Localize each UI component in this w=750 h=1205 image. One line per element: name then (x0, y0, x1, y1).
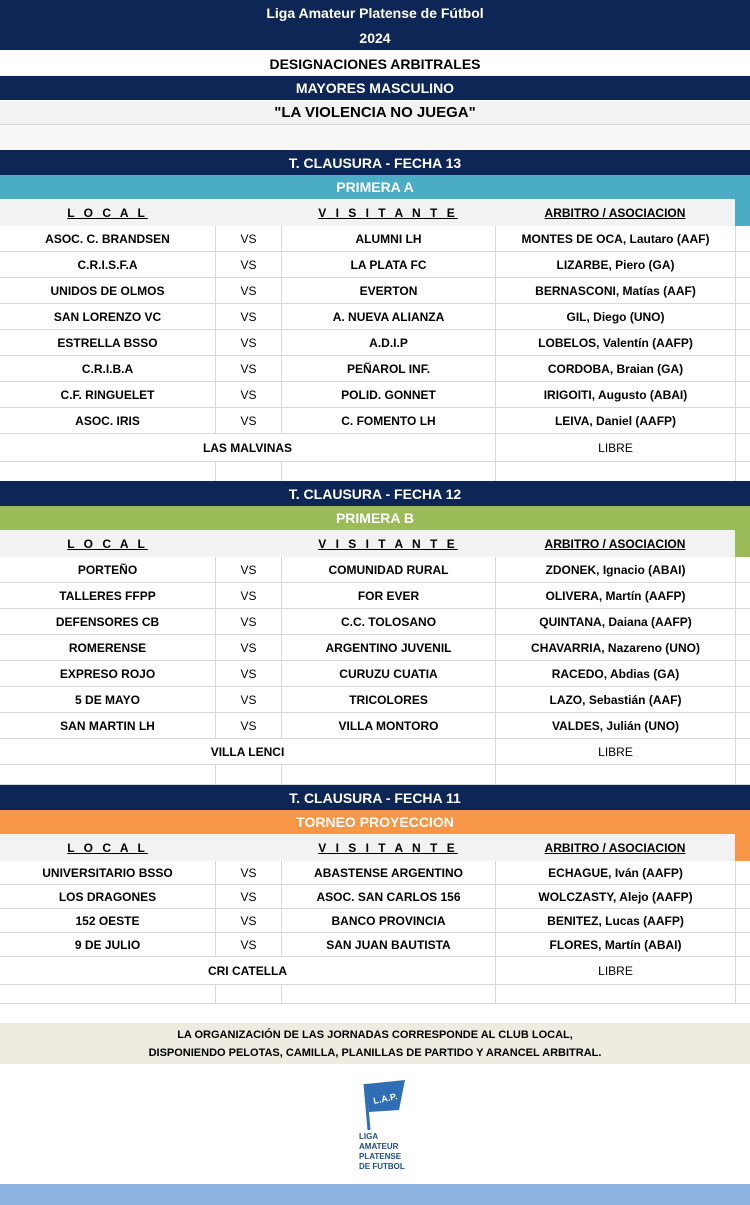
visitante-team: POLID. GONNET (281, 382, 495, 407)
visitante-team: A.D.I.P (281, 330, 495, 355)
local-team: SAN LORENZO VC (53, 309, 162, 324)
referee: FLORES, Martín (ABAI) (495, 933, 735, 956)
local-team: ESTRELLA BSSO (57, 335, 158, 350)
referee: LAZO, Sebastián (AAF) (495, 687, 735, 712)
referee: LIZARBE, Piero (GA) (495, 252, 735, 277)
row-edge (735, 713, 750, 738)
libre-label: LIBRE (495, 434, 735, 461)
row-edge (735, 957, 750, 984)
row-edge (735, 583, 750, 608)
row-edge (735, 382, 750, 407)
vs-label: VS (215, 304, 281, 329)
logo-line-3: PLATENSE (359, 1152, 402, 1161)
row-edge (735, 434, 750, 461)
referee: CHAVARRIA, Nazareno (UNO) (495, 635, 735, 660)
empty-cell (281, 462, 495, 482)
empty-row (0, 462, 750, 483)
vs-label: VS (215, 557, 281, 582)
col-arbitro: ARBITRO / ASOCIACION (544, 840, 686, 855)
match-row (0, 226, 750, 252)
division-header: TORNEO PROYECCION (0, 810, 750, 834)
local-team: EXPRESO ROJO (59, 666, 156, 681)
row-edge (735, 252, 750, 277)
local-team: DEFENSORES CB (55, 614, 160, 629)
logo-line-2: AMATEUR (359, 1142, 399, 1151)
local-team: TALLERES FFPP (59, 588, 156, 603)
visitante-team: A. NUEVA ALIANZA (281, 304, 495, 329)
flag-icon (355, 1080, 425, 1130)
row-edge (735, 408, 750, 433)
local-team: C.R.I.B.A (81, 361, 134, 376)
vs-label: VS (215, 861, 281, 884)
match-row (0, 252, 750, 278)
accent-strip (735, 530, 750, 557)
empty-row (0, 765, 750, 785)
visitante-team: C.C. TOLOSANO (281, 609, 495, 634)
match-row (0, 713, 750, 739)
row-edge (735, 661, 750, 686)
libre-row (0, 434, 750, 462)
visitante-team: CURUZU CUATIA (281, 661, 495, 686)
referee: IRIGOITI, Augusto (ABAI) (495, 382, 735, 407)
referee: LOBELOS, Valentín (AAFP) (495, 330, 735, 355)
visitante-team: LA PLATA FC (281, 252, 495, 277)
col-visitante: V I S I T A N T E (318, 536, 458, 551)
empty-cell (495, 765, 735, 784)
match-row (0, 687, 750, 713)
libre-team: CRI CATELLA (207, 963, 288, 978)
visitante-team: PEÑAROL INF. (281, 356, 495, 381)
fecha-header: T. CLAUSURA - FECHA 11 (0, 785, 750, 810)
vs-label: VS (215, 330, 281, 355)
match-row (0, 382, 750, 408)
page-title: DESIGNACIONES ARBITRALES (269, 56, 481, 72)
footer-note-line-1: LA ORGANIZACIÓN DE LAS JORNADAS CORRESPONDE AL CLUB LOCAL, (177, 1028, 573, 1041)
libre-row (0, 957, 750, 985)
logo-flag-text: L.A.P. (372, 1091, 399, 1106)
division-header: PRIMERA B (0, 506, 750, 530)
league-title: Liga Amateur Platense de Fútbol (0, 0, 750, 26)
row-edge (735, 557, 750, 582)
season-year: 2024 (0, 26, 750, 50)
visitante-team: ABASTENSE ARGENTINO (281, 861, 495, 884)
bottom-bar (0, 1184, 750, 1205)
empty-cell (735, 765, 750, 784)
local-team: ASOC. IRIS (75, 413, 140, 428)
local-team: PORTEÑO (77, 562, 138, 577)
visitante-team: SAN JUAN BAUTISTA (281, 933, 495, 956)
row-edge (735, 226, 750, 251)
col-arbitro: ARBITRO / ASOCIACION (544, 205, 686, 220)
libre-team: LAS MALVINAS (202, 440, 293, 455)
referee: QUINTANA, Daiana (AAFP) (495, 609, 735, 634)
referee: MONTES DE OCA, Lautaro (AAF) (495, 226, 735, 251)
local-team: C.R.I.S.F.A (77, 257, 138, 272)
vs-label: VS (215, 635, 281, 660)
match-row (0, 583, 750, 609)
referee: BERNASCONI, Matías (AAF) (495, 278, 735, 303)
libre-team: VILLA LENCI (210, 744, 285, 759)
local-team: 152 OESTE (75, 913, 140, 928)
match-row (0, 609, 750, 635)
referee: OLIVERA, Martín (AAFP) (495, 583, 735, 608)
row-edge (735, 609, 750, 634)
row-edge (735, 356, 750, 381)
col-local: L O C A L (67, 205, 148, 220)
visitante-team: C. FOMENTO LH (281, 408, 495, 433)
accent-strip (735, 834, 750, 861)
vs-label: VS (215, 278, 281, 303)
row-edge (735, 278, 750, 303)
fecha-header: T. CLAUSURA - FECHA 12 (0, 481, 750, 506)
local-team: ROMERENSE (68, 640, 147, 655)
match-row (0, 909, 750, 933)
column-header-row (0, 199, 750, 226)
visitante-team: EVERTON (281, 278, 495, 303)
row-edge (735, 739, 750, 764)
accent-strip (735, 199, 750, 226)
empty-cell (215, 985, 281, 1003)
empty-cell (735, 985, 750, 1003)
slogan: "LA VIOLENCIA NO JUEGA" (0, 101, 750, 125)
empty-cell (215, 765, 281, 784)
match-row (0, 278, 750, 304)
local-team: SAN MARTIN LH (60, 718, 155, 733)
spacer (0, 125, 750, 150)
row-edge (735, 861, 750, 884)
visitante-team: ARGENTINO JUVENIL (281, 635, 495, 660)
empty-cell (281, 765, 495, 784)
local-team: UNIVERSITARIO BSSO (42, 865, 173, 880)
row-edge (735, 330, 750, 355)
vs-label: VS (215, 226, 281, 251)
category-title: MAYORES MASCULINO (0, 76, 750, 100)
vs-label: VS (215, 356, 281, 381)
vs-label: VS (215, 687, 281, 712)
local-team: C.F. RINGUELET (60, 387, 155, 402)
local-team: 5 DE MAYO (75, 692, 140, 707)
visitante-team: BANCO PROVINCIA (281, 909, 495, 932)
libre-row (0, 739, 750, 765)
fecha-header: T. CLAUSURA - FECHA 13 (0, 150, 750, 175)
row-edge (735, 687, 750, 712)
vs-label: VS (215, 909, 281, 932)
referee: BENITEZ, Lucas (AAFP) (495, 909, 735, 932)
vs-label: VS (215, 252, 281, 277)
empty-cell (495, 985, 735, 1003)
match-row (0, 330, 750, 356)
col-visitante: V I S I T A N T E (318, 205, 458, 220)
match-row (0, 408, 750, 434)
column-header-row (0, 834, 750, 861)
match-row (0, 304, 750, 330)
referee: WOLCZASTY, Alejo (AAFP) (495, 885, 735, 908)
local-team: 9 DE JULIO (74, 937, 141, 952)
visitante-team: COMUNIDAD RURAL (281, 557, 495, 582)
visitante-team: FOR EVER (281, 583, 495, 608)
col-local: L O C A L (67, 840, 148, 855)
logo-line-4: DE FUTBOL (359, 1162, 405, 1171)
visitante-team: VILLA MONTORO (281, 713, 495, 738)
row-edge (735, 885, 750, 908)
visitante-team: ALUMNI LH (281, 226, 495, 251)
visitante-team: TRICOLORES (281, 687, 495, 712)
col-arbitro: ARBITRO / ASOCIACION (544, 536, 686, 551)
vs-label: VS (215, 382, 281, 407)
row-edge (735, 304, 750, 329)
vs-label: VS (215, 661, 281, 686)
division-header: PRIMERA A (0, 175, 750, 199)
empty-cell (735, 462, 750, 482)
empty-cell (215, 462, 281, 482)
vs-label: VS (215, 713, 281, 738)
referee: LEIVA, Daniel (AAFP) (495, 408, 735, 433)
match-row (0, 557, 750, 583)
match-row (0, 885, 750, 909)
empty-row (0, 985, 750, 1004)
col-local: L O C A L (67, 536, 148, 551)
vs-label: VS (215, 885, 281, 908)
referee: GIL, Diego (UNO) (495, 304, 735, 329)
row-edge (735, 909, 750, 932)
match-row (0, 661, 750, 687)
referee: CORDOBA, Braian (GA) (495, 356, 735, 381)
row-edge (735, 635, 750, 660)
match-row (0, 635, 750, 661)
match-row (0, 356, 750, 382)
local-team: UNIDOS DE OLMOS (50, 283, 165, 298)
referee: VALDES, Julián (UNO) (495, 713, 735, 738)
referee: RACEDO, Abdias (GA) (495, 661, 735, 686)
column-header-row (0, 530, 750, 557)
vs-label: VS (215, 408, 281, 433)
empty-cell (281, 985, 495, 1003)
vs-label: VS (215, 933, 281, 956)
col-visitante: V I S I T A N T E (318, 840, 458, 855)
libre-label: LIBRE (495, 739, 735, 764)
visitante-team: ASOC. SAN CARLOS 156 (281, 885, 495, 908)
local-team: ASOC. C. BRANDSEN (45, 231, 170, 246)
row-edge (735, 933, 750, 956)
vs-label: VS (215, 609, 281, 634)
local-team: LOS DRAGONES (58, 889, 157, 904)
footer-note (0, 1023, 750, 1064)
logo-line-1: LIGA (359, 1132, 379, 1141)
footer-note-line-2: DISPONIENDO PELOTAS, CAMILLA, PLANILLAS DE PARTIDO Y ARANCEL ARBITRAL. (148, 1046, 602, 1059)
match-row (0, 933, 750, 957)
vs-label: VS (215, 583, 281, 608)
libre-label: LIBRE (495, 957, 735, 984)
match-row (0, 861, 750, 885)
referee: ECHAGUE, Iván (AAFP) (495, 861, 735, 884)
referee: ZDONEK, Ignacio (ABAI) (495, 557, 735, 582)
league-logo (355, 1080, 425, 1176)
empty-cell (495, 462, 735, 482)
logo-text (359, 1132, 405, 1172)
